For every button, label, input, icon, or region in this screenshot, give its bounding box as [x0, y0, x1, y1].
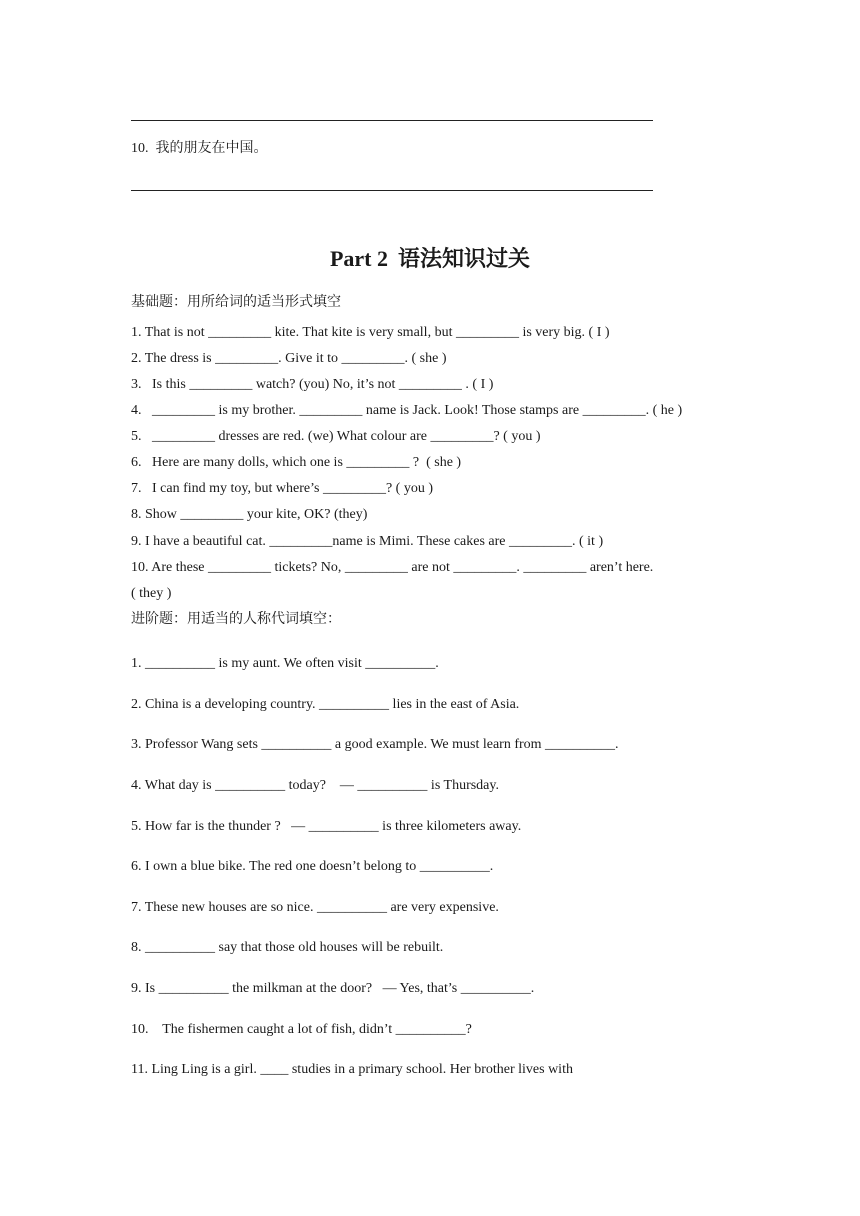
advanced-item-2: 2. China is a developing country. __________ lies in the east of Asia. — [131, 697, 520, 712]
translation-item-10: 10. 我的朋友在中国。 — [131, 141, 268, 156]
advanced-item-7: 7. These new houses are so nice. __________ are very expensive. — [131, 900, 499, 915]
advanced-item-6: 6. I own a blue bike. The red one doesn’t belong to __________. — [131, 859, 494, 874]
basic-item-5: 5. _________ dresses are red. (we) What colour are _________? ( you ) — [131, 429, 541, 444]
basic-heading: 基础题：用所给词的适当形式填空 — [131, 295, 341, 310]
answer-line — [131, 190, 653, 191]
basic-item-10: 10. Are these _________ tickets? No, _________ are not _________. _________ aren’t here. — [131, 560, 654, 575]
advanced-item-10: 10. The fishermen caught a lot of fish, didn’t __________? — [131, 1022, 472, 1037]
part-2-title-cn: 语法知识过关 — [398, 246, 531, 272]
advanced-item-3: 3. Professor Wang sets __________ a good example. We must learn from __________. — [131, 737, 619, 752]
part-2-title-en: Part 2 — [329, 246, 388, 271]
basic-item-3: 3. Is this _________ watch? (you) No, it’s not _________ . ( I ) — [131, 377, 494, 392]
basic-item-10-hint: ( they ) — [131, 586, 172, 601]
part-2-title — [0, 244, 860, 274]
answer-line — [131, 120, 653, 121]
basic-item-6: 6. Here are many dolls, which one is _________ ? ( she ) — [131, 455, 462, 470]
basic-item-7: 7. I can find my toy, but where’s _________? ( you ) — [131, 481, 433, 496]
basic-item-9: 9. I have a beautiful cat. _________name is Mimi. These cakes are _________. ( it ) — [131, 534, 604, 549]
advanced-item-1: 1. __________ is my aunt. We often visit __________. — [131, 656, 439, 671]
advanced-heading: 进阶题：用适当的人称代词填空： — [131, 612, 341, 627]
advanced-item-4: 4. What day is __________ today? — __________ is Thursday. — [131, 778, 499, 793]
basic-item-8: 8. Show _________ your kite, OK? (they) — [131, 507, 368, 522]
basic-item-2: 2. The dress is _________. Give it to _________. ( she ) — [131, 351, 447, 366]
advanced-item-8: 8. __________ say that those old houses will be rebuilt. — [131, 940, 444, 955]
basic-item-1: 1. That is not _________ kite. That kite is very small, but _________ is very big. ( I ) — [131, 325, 610, 340]
basic-item-4: 4. _________ is my brother. _________ name is Jack. Look! Those stamps are _________. ( he ) — [131, 403, 683, 418]
advanced-item-11: 11. Ling Ling is a girl. ____ studies in a primary school. Her brother lives with — [131, 1062, 573, 1077]
advanced-item-9: 9. Is __________ the milkman at the door? — Yes, that’s __________. — [131, 981, 535, 996]
advanced-item-5: 5. How far is the thunder ? — __________ is three kilometers away. — [131, 819, 522, 834]
